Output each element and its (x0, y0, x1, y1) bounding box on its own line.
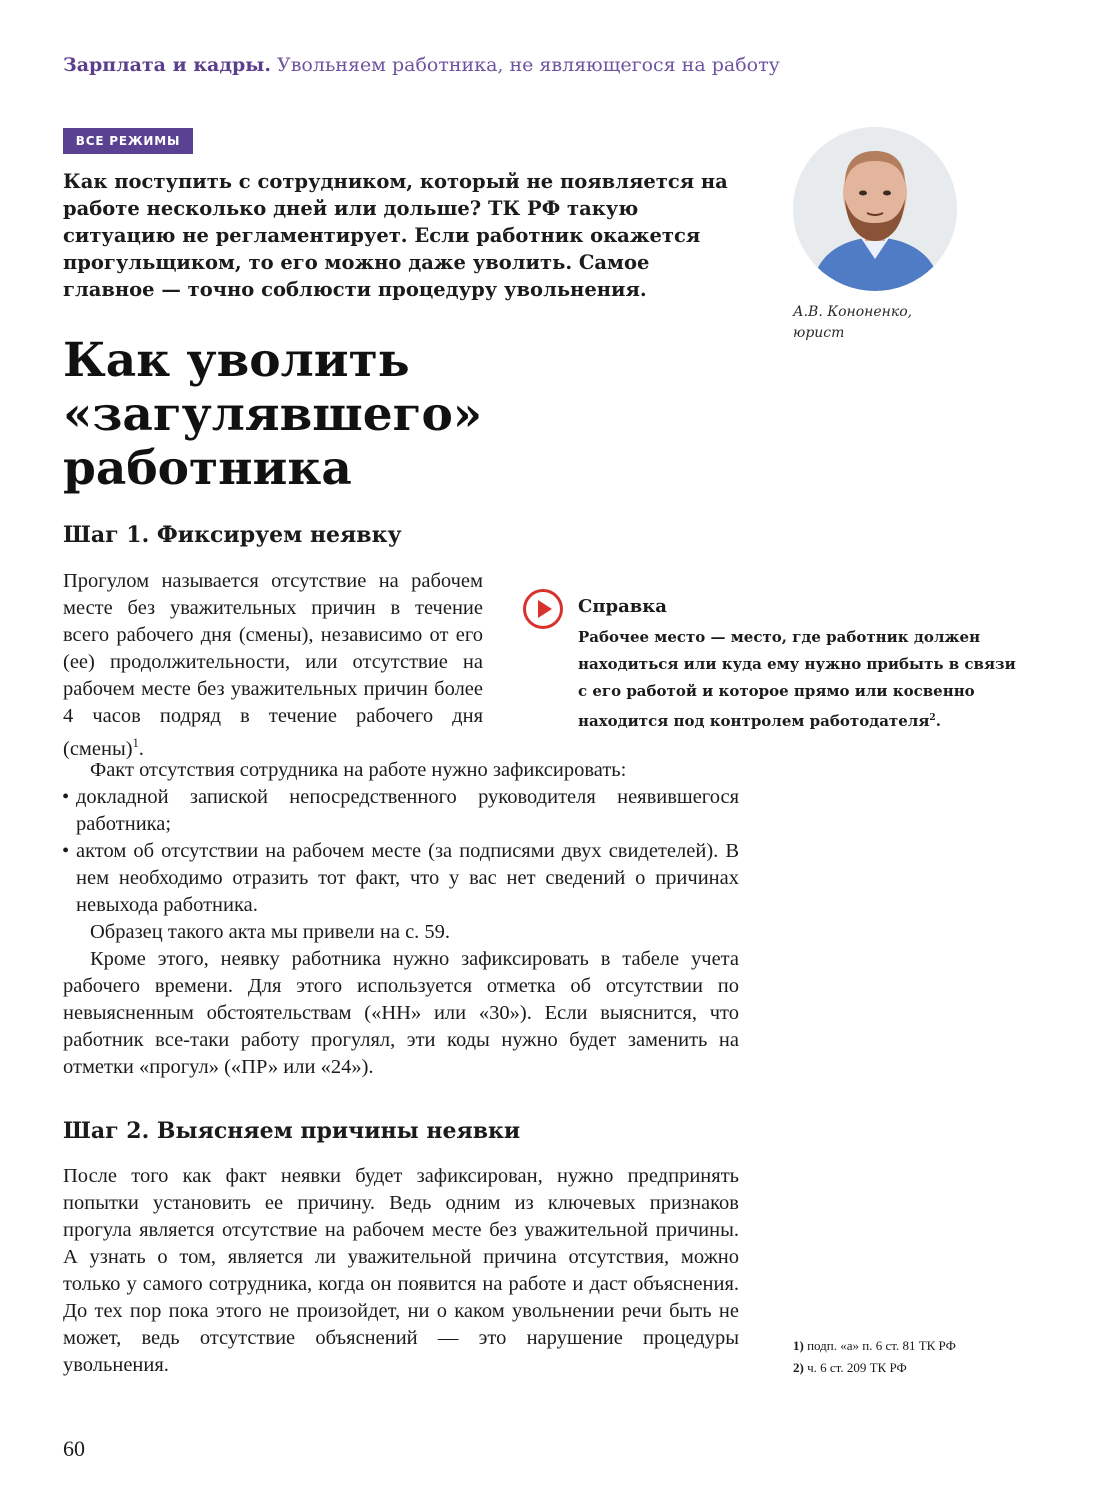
step1-continued (63, 757, 739, 1081)
note-title: Справка (578, 596, 667, 617)
step1-paragraph-1-text: Прогулом называется отсутствие на рабочем месте без уважительных причин в течение всего рабочего дня (смены), независимо от его (ее) продолжительности, или отсутствие на рабочем месте без уважительных причин более 4 часов подряд в течение рабочего дня (смены) (63, 570, 483, 760)
article-subtitle: Увольняем работника, не являющегося на работу (270, 54, 780, 76)
step2-heading: Шаг 2. Выясняем причины неявки (63, 1118, 521, 1144)
step1-heading: Шаг 1. Фиксируем неявку (63, 522, 402, 548)
article-title (63, 334, 783, 496)
step2-paragraph-1: После того как факт неявки будет зафиксирован, нужно предпринять попытки установить ее причину. Ведь одним из ключевых признаков прогула является отсутствие на рабочем месте без уважительной причины. А узнать о том, является ли уважительной причина отсутствия, можно только у самого сотрудника, когда он появится на работе и даст объяснения. До тех пор пока этого не произойдет, ни о каком увольнении речи быть не может, ведь отсутствие объяснений — это нарушение процедуры увольнения. (63, 1165, 739, 1376)
bullet-icon: • (62, 786, 70, 808)
footnote-1-number: 1) (793, 1338, 804, 1353)
note-play-icon (522, 588, 564, 630)
running-header (63, 54, 780, 76)
step1-paragraph-3: Образец такого акта мы привели на с. 59. (90, 921, 451, 943)
author-role: юрист (793, 325, 845, 341)
lead-paragraph: Как поступить с сотрудником, который не появляется на работе несколько дней или дольше? ТК РФ такую ситуацию не регламентирует. Если работник окажется прогульщиком, то его можно даже уволить. Самое главное — точно соблюсти процедуру увольнения. (63, 170, 728, 301)
note-text (578, 624, 1018, 735)
footnote-2-text: ч. 6 ст. 209 ТК РФ (803, 1360, 907, 1375)
footnote-ref-1: 1 (132, 736, 139, 750)
footnote-2 (793, 1357, 956, 1379)
list-item-text: актом об отсутствии на рабочем месте (за подписями двух свидетелей). В нем необходимо отразить тот факт, что у вас нет сведений о причинах невыхода работника. (76, 840, 739, 916)
title-line-1: Как уволить (63, 333, 410, 388)
title-line-2: «загулявшего» работника (63, 387, 483, 496)
step1-paragraph-4: Кроме этого, неявку работника нужно зафиксировать в табеле учета рабочего времени. Для этого используется отметка об отсутствии по невыясненным обстоятельствам («НН» или «30»). Если выяснится, что работник все-таки работу прогулял, эти коды нужно будет заменить на отметки «прогул» («ПР» или «24»). (63, 948, 739, 1078)
list-item (63, 784, 739, 838)
step1-paragraph-2: Факт отсутствия сотрудника на работе нужно зафиксировать: (90, 759, 627, 781)
note-body: Рабочее место — место, где работник должен находиться или куда ему нужно прибыть в связи с его работой и которое прямо или косвенно находится под контролем работодателя (578, 628, 1016, 730)
footnote-ref-2: 2 (929, 713, 936, 723)
author-portrait-icon (793, 127, 957, 291)
step1-paragraph-1-end: . (138, 737, 144, 760)
footnote-2-number: 2) (793, 1360, 804, 1375)
step1-paragraph-1 (63, 568, 483, 763)
footnote-1 (793, 1335, 956, 1357)
list-item-text: докладной запиской непосредственного руководителя неявившегося работника; (76, 786, 739, 835)
author-photo (793, 127, 957, 291)
page-number: 60 (63, 1436, 85, 1461)
note-end: . (935, 712, 941, 730)
section-name: Зарплата и кадры. (63, 54, 271, 76)
tax-regime-badge: ВСЕ РЕЖИМЫ (63, 128, 193, 154)
list-item (63, 838, 739, 919)
footnote-1-text: подп. «а» п. 6 ст. 81 ТК РФ (803, 1338, 956, 1353)
author-name: А.В. Кононенко, (793, 304, 913, 320)
author-caption (793, 302, 912, 344)
footnotes (793, 1335, 956, 1379)
bullet-icon: • (62, 840, 70, 862)
